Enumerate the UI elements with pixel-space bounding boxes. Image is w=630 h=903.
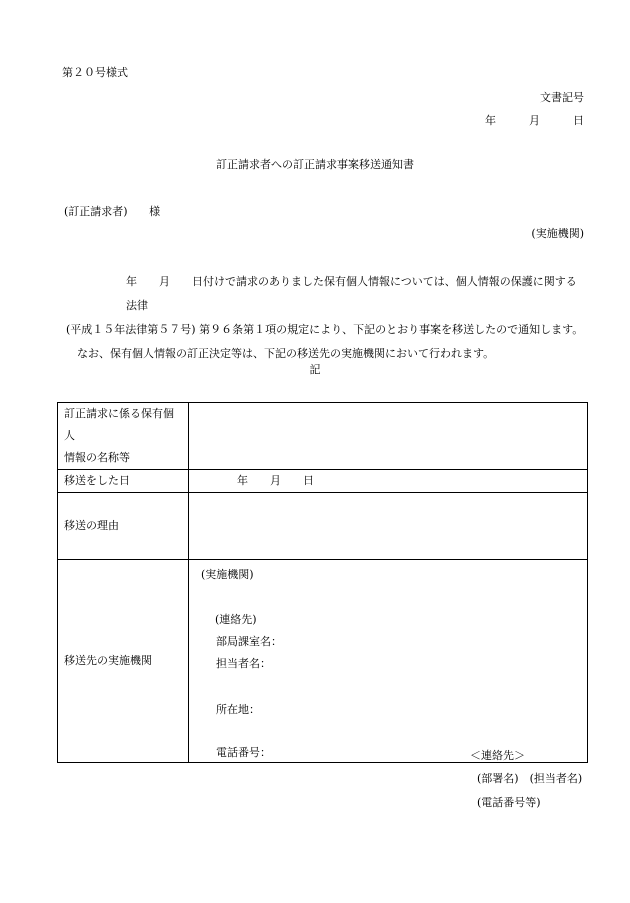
addressee-name: (訂正請求者) [64,205,128,218]
date-year: 年 [485,114,496,127]
document-code: 文書記号 [540,91,584,104]
transfer-info-table [57,402,588,763]
destination-value[interactable] [189,560,588,763]
contact-phone: (電話番号等) [477,796,541,809]
row-label-transfer-date: 移送をした日 [58,470,189,493]
row-label-destination: 移送先の実施機関 [58,560,189,763]
contact-names: (部署名) (担当者名) [477,772,583,785]
addressee-honorific: 様 [149,205,161,218]
info-name-value[interactable] [189,403,588,470]
row-label-info-name [58,403,189,470]
destination-agency: (実施機関) [201,568,254,581]
row1-label-line1: 訂正請求に係る保有個人 [64,407,174,442]
row-label-transfer-reason: 移送の理由 [58,493,189,560]
transfer-date-value[interactable]: 年 月 日 [189,470,588,493]
destination-department: 部局課室名： [216,635,282,648]
transfer-reason-value[interactable] [189,493,588,560]
form-number: 第２０号様式 [62,66,128,79]
table-row [58,470,588,493]
body-line-1: 年 月 日付けで請求のありました保有個人情報については、個人情報の保護に関する法律 [126,275,577,312]
date-day: 日 [573,114,584,127]
row1-label-line2: 情報の名称等 [64,451,130,464]
document-title: 訂正請求者への訂正請求事案移送通知書 [216,158,414,171]
table-row [58,493,588,560]
table-row [58,560,588,763]
addressee [64,205,160,218]
destination-phone: 電話番号： [216,746,271,759]
destination-contact: (連絡先) [215,613,257,626]
body-line-3: なお、保有個人情報の訂正決定等は、下記の移送先の実施機関において行われます。 [77,347,495,360]
body-text [66,270,586,366]
contact-heading: ＜連絡先＞ [470,749,525,762]
ki-heading: 記 [309,363,321,376]
issuing-agency: (実施機関) [531,227,584,240]
table-row [58,403,588,470]
date-month: 月 [529,114,540,127]
destination-address: 所在地： [216,703,260,716]
destination-person: 担当者名： [216,657,271,670]
body-line-2: (平成１５年法律第５７号) 第９６条第１項の規定により、下記のとおり事案を移送したので通知します。 [66,323,584,336]
document-date [485,114,584,127]
